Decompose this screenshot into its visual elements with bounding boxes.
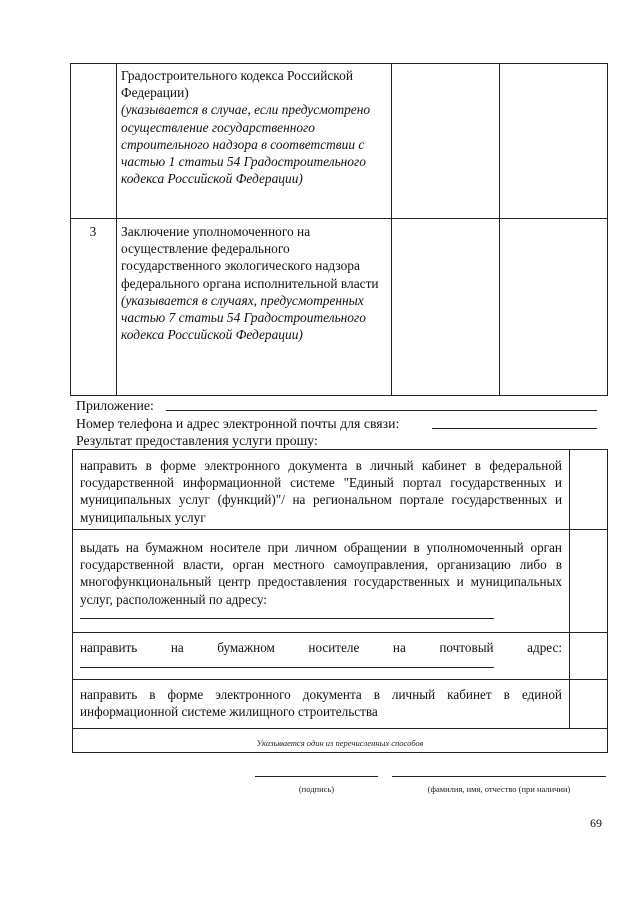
postal-address-line[interactable] (80, 667, 494, 668)
attachment-field (76, 397, 154, 414)
table-row (121, 223, 387, 343)
result-label: Результат предоставления услуги прошу: (76, 433, 318, 448)
option-text: направить на бумажном носителе на почтовый адрес: (80, 640, 562, 655)
address-line[interactable] (80, 608, 494, 619)
attachment-label: Приложение: (76, 398, 154, 413)
contact-field (76, 415, 399, 432)
contact-line[interactable] (432, 428, 597, 429)
option-electronic-housing: направить в форме электронного документа в личный кабинет в единой информационной системе жилищного строительства (80, 687, 562, 720)
name-line[interactable] (392, 776, 606, 777)
option-electronic-portal: направить в форме электронного документа в личный кабинет в федеральной государственной информационной системе "Единый портал государственных и муниципальных услуг (функций)"/ на региональном портале государственных и муниципальных услуг (80, 458, 562, 525)
row-text: Градостроительного кодекса Российской Федерации) (121, 68, 353, 101)
contact-label: Номер телефона и адрес электронной почты для связи: (76, 416, 400, 431)
signature-line[interactable] (255, 776, 378, 777)
row-number: 3 (89, 224, 97, 239)
table-row (121, 67, 389, 187)
option-checkbox[interactable] (570, 530, 607, 632)
attachment-line[interactable] (166, 410, 597, 411)
options-note: Указывается один из перечисленных способов (256, 738, 424, 748)
signature-label: (подпись) (298, 784, 335, 794)
option-checkbox[interactable] (570, 450, 607, 529)
option-text: выдать на бумажном носителе при личном обращении в уполномоченный орган государственной власти, орган местного самоуправления, организацию либо в многофункциональный центр предоставления государственных и муниципальных услуг, расположенный по адресу: (80, 540, 562, 607)
row-text: Заключение уполномоченного на осуществление федерального государственного экологического надзора федерального органа исполнительной власти (121, 224, 379, 291)
name-label: (фамилия, имя, отчество (при наличии) (427, 784, 571, 794)
option-checkbox[interactable] (570, 633, 607, 679)
row-note: (указывается в случае, если предусмотрено осуществление государственного строительного надзора в соответствии с частью 1 статьи 54 Градостроительного кодекса Российской Федерации) (121, 102, 371, 187)
row-note: (указывается в случаях, предусмотренных частью 7 статьи 54 Градостроительного кодекса Российской Федерации) (121, 292, 366, 343)
page-number: 69 (590, 816, 602, 830)
option-paper-in-person (80, 539, 562, 619)
option-paper-mail (80, 639, 562, 656)
option-checkbox[interactable] (570, 680, 607, 728)
